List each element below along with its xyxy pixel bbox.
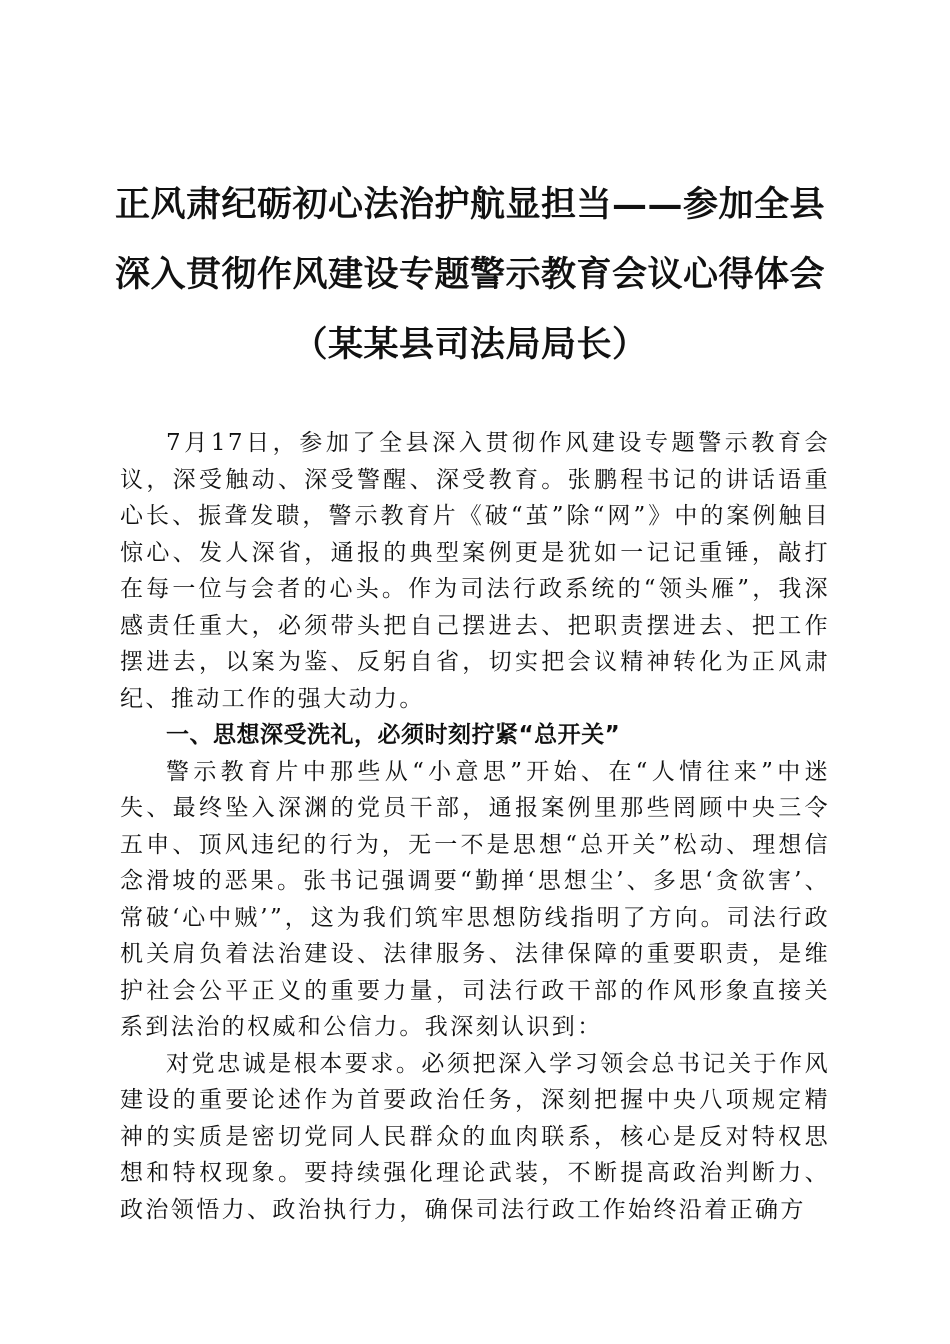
title-line-2: 深入贯彻作风建设专题警示教育会议心得体会 xyxy=(114,254,825,295)
section-1-paragraph-2: 对党忠诚是根本要求。必须把深入学习领会总书记关于作风建设的重要论述作为首要政治任务，深刻把握中央八项规定精神的实质是密切党同人民群众的血肉联系，核心是反对特权思想和特权现象。要持续强化理论武装，不断提高政治判断力、政治领悟力、政治执行力，确保司法行政工作始终沿着正确方 xyxy=(120,1050,830,1223)
document-title xyxy=(100,170,840,380)
intro-paragraph: 7月17日，参加了全县深入贯彻作风建设专题警示教育会议，深受触动、深受警醒、深受教育。张鹏程书记的讲话语重心长、振聋发聩，警示教育片《破“茧”除“网”》中的案例触目惊心、发人深省，通报的典型案例更是犹如一记记重锤，敲打在每一位与会者的心头。作为司法行政系统的“领头雁”，我深感责任重大，必须带头把自己摆进去、把职责摆进去、把工作摆进去，以案为鉴、反躬自省，切实把会议精神转化为正风肃纪、推动工作的强大动力。 xyxy=(120,430,830,712)
section-1-paragraph-1: 警示教育片中那些从“小意思”开始、在“人情往来”中迷失、最终坠入深渊的党员干部，通报案例里那些罔顾中央三令五申、顶风违纪的行为，无一不是思想“总开关”松动、理想信念滑坡的恶果。张书记强调要“勤掸‘思想尘’、多思‘贪欲害’、常破‘心中贼’”，这为我们筑牢思想防线指明了方向。司法行政机关肩负着法治建设、法律服务、法律保障的重要职责，是维护社会公平正义的重要力量，司法行政干部的作风形象直接关系到法治的权威和公信力。我深刻认识到： xyxy=(120,758,830,1040)
section-1-heading: 一、思想深受洗礼，必须时刻拧紧“总开关” xyxy=(166,722,621,748)
document-body xyxy=(120,425,830,1228)
title-line-3: （某某县司法局局长） xyxy=(292,324,648,365)
title-line-1: 正风肃纪砺初心法治护航显担当——参加全县 xyxy=(114,184,825,225)
